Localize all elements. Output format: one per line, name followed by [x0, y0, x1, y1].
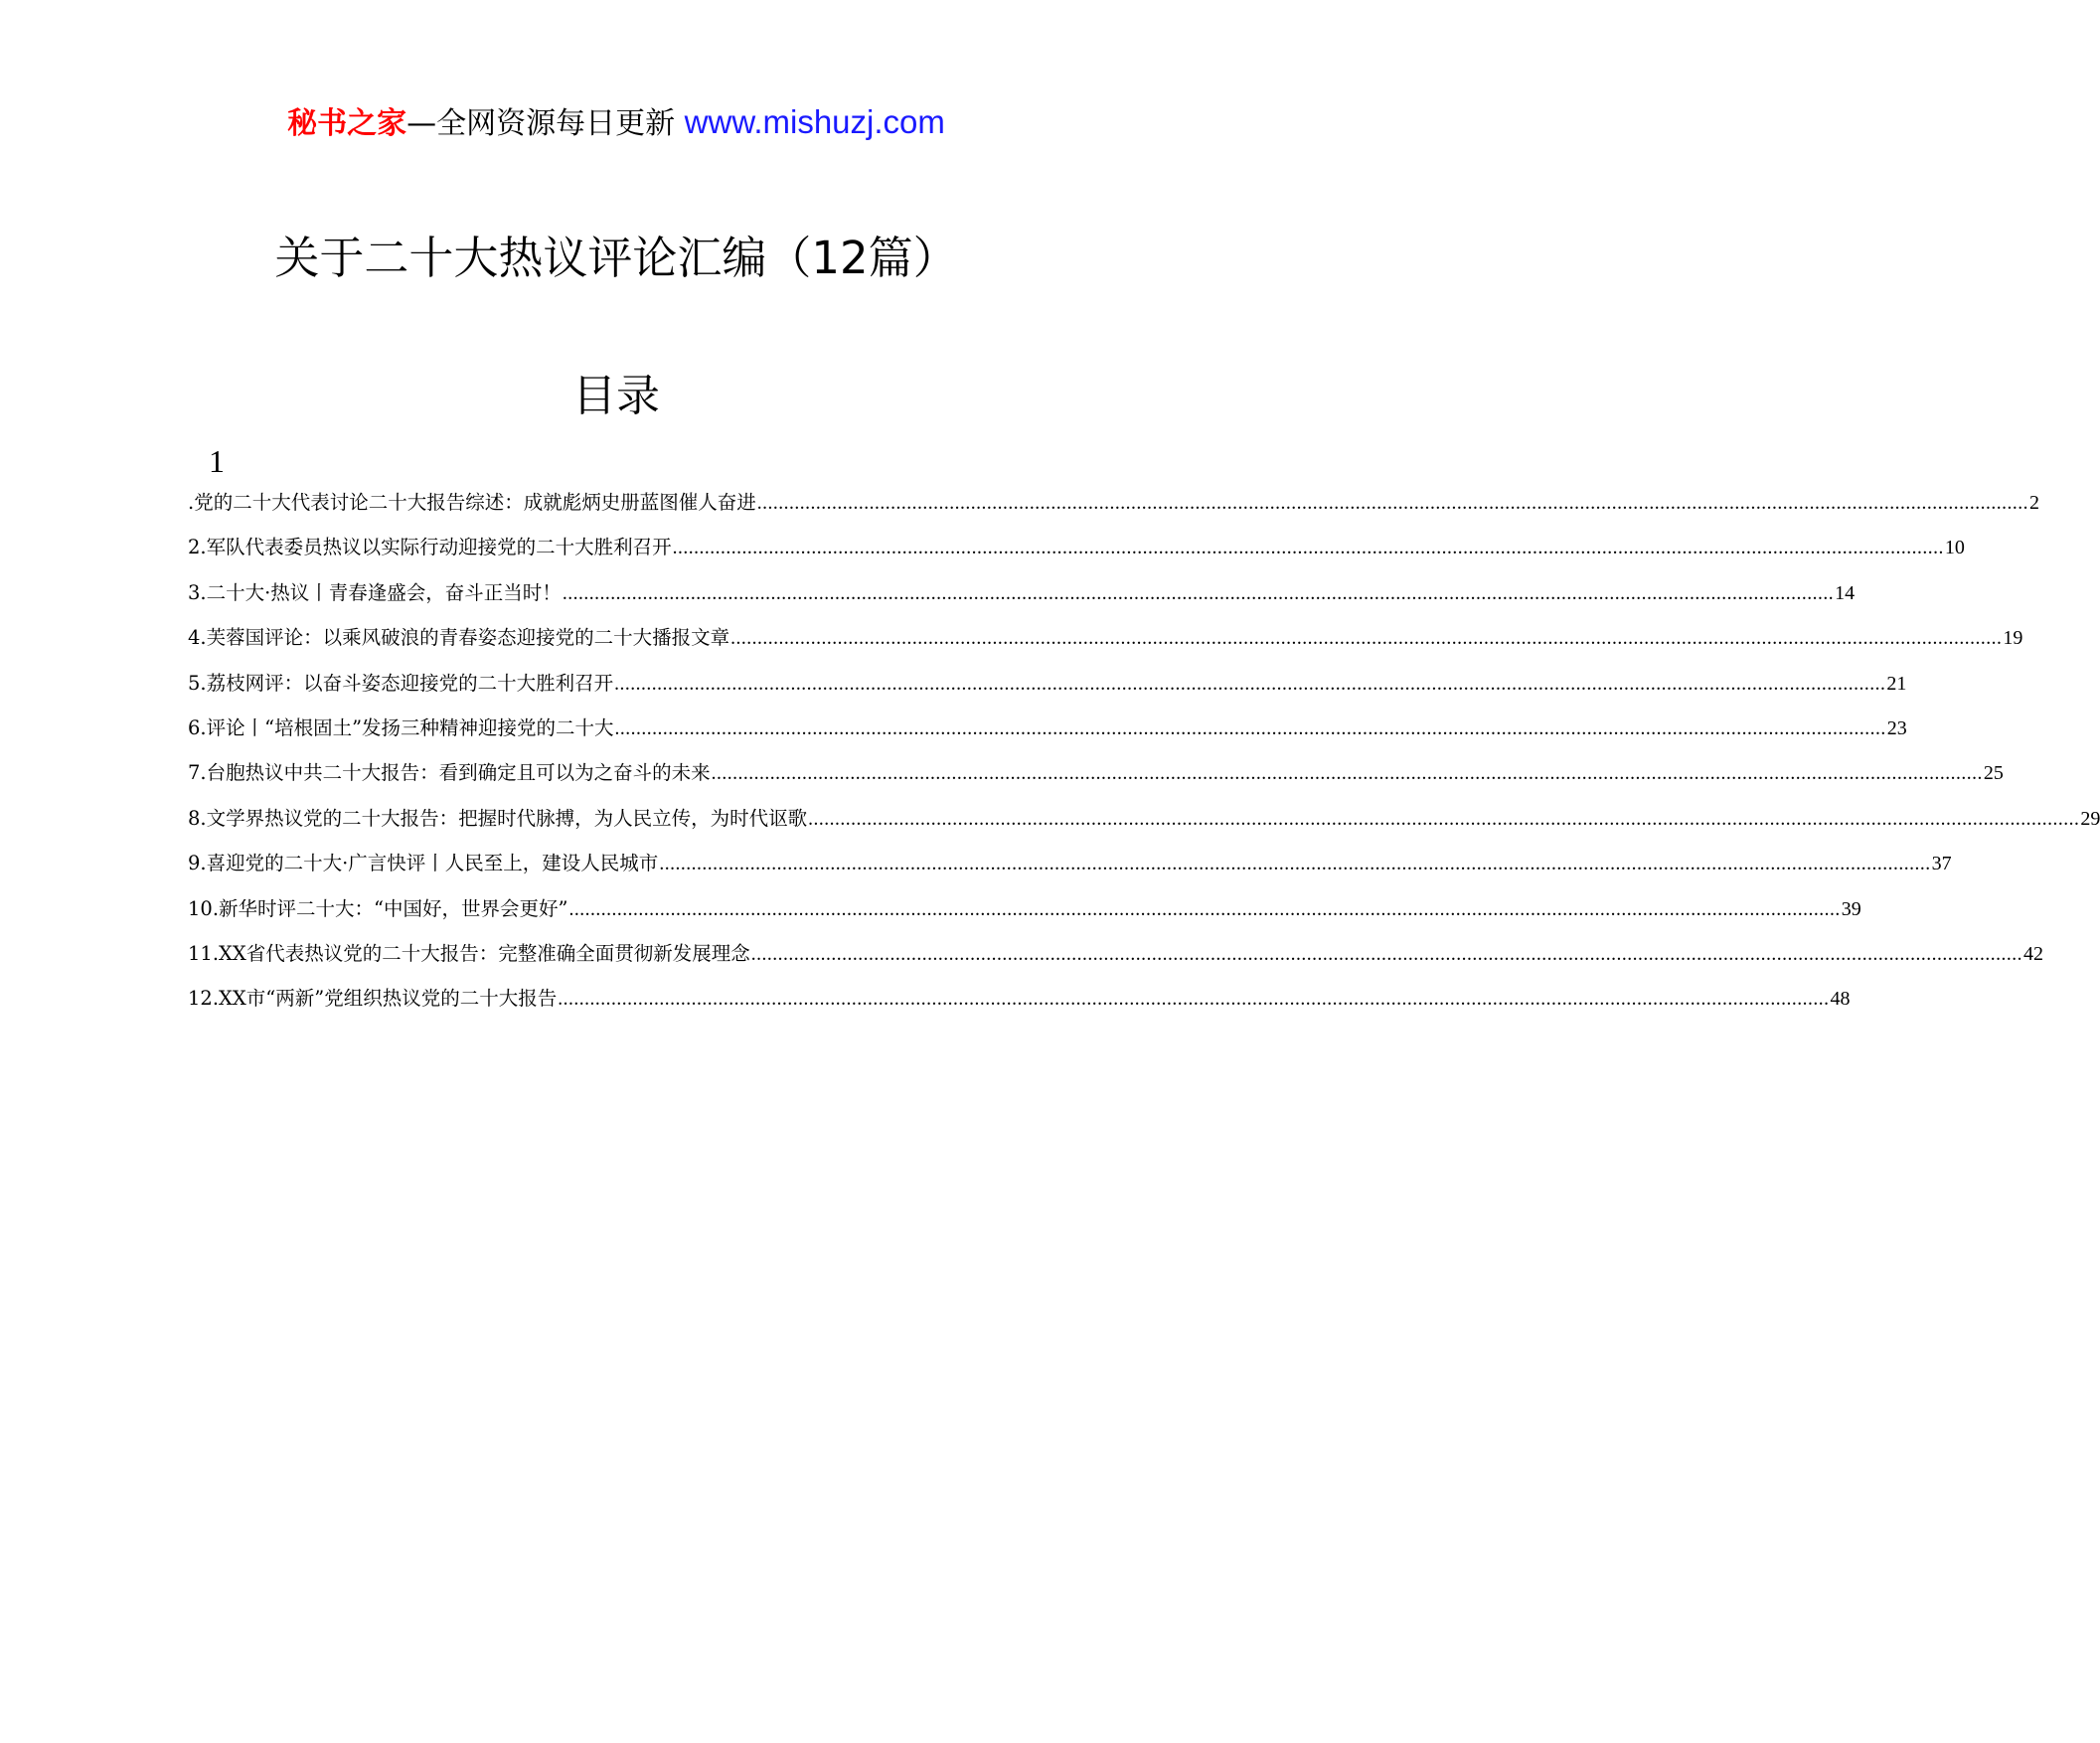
toc-dot-leader	[757, 489, 2028, 519]
toc-dot-leader	[558, 985, 1829, 1015]
toc-dot-leader	[673, 534, 1944, 563]
toc-entry-title: 7.台胞热议中共二十大报告：看到确定且可以为之奋斗的未来	[188, 761, 711, 785]
toc-entry-title: 6.评论丨“培根固土”发扬三种精神迎接党的二十大	[188, 715, 614, 739]
toc-entry-page: 10	[1944, 537, 1965, 559]
toc-entry-page: 14	[1835, 581, 1856, 604]
toc-entry-page: 39	[1841, 897, 1861, 920]
toc-entry-page: 29	[2080, 807, 2100, 830]
toc-entry-page: 19	[2003, 627, 2023, 650]
document-title: 关于二十大热议评论汇编（12篇）	[274, 232, 958, 284]
toc-entry-title: 8.文学界热议党的二十大报告：把握时代脉搏，为人民立传，为时代讴歌	[188, 806, 808, 830]
toc-entry[interactable]	[188, 894, 1861, 939]
site-banner	[0, 97, 1232, 149]
toc-dot-leader	[730, 624, 2002, 654]
toc-entry-page: 25	[1983, 762, 2004, 785]
toc-entry-page: 42	[2023, 942, 2044, 965]
toc-heading: 目录	[572, 371, 660, 421]
toc-entry-title: 4.芙蓉国评论：以乘风破浪的青春姿态迎接党的二十大播报文章	[188, 626, 730, 650]
toc-dot-leader	[615, 714, 1886, 744]
toc-entry[interactable]	[188, 939, 2044, 984]
toc-entry-title: 11.XX省代表热议党的二十大报告：完整准确全面贯彻新发展理念	[188, 941, 750, 965]
site-url-link[interactable]: www.mishuzj.com	[684, 103, 945, 140]
toc-dot-leader	[568, 895, 1840, 925]
toc-entry[interactable]	[188, 849, 1952, 893]
toc-dot-leader	[614, 670, 1885, 700]
toc-entry-page: 21	[1886, 672, 1907, 695]
toc-entry-title: 2.军队代表委员热议以实际行动迎接党的二十大胜利召开	[188, 536, 672, 559]
toc-entry[interactable]	[188, 804, 2100, 849]
toc-entry[interactable]	[188, 758, 2004, 803]
toc-entry-page: 48	[1830, 988, 1851, 1011]
toc-dot-leader	[808, 805, 2079, 835]
toc-entry[interactable]	[188, 669, 1907, 713]
toc-entry[interactable]	[188, 984, 1851, 1029]
toc-entry-title: 5.荔枝网评：以奋斗姿态迎接党的二十大胜利召开	[188, 671, 614, 695]
toc-number: 1	[209, 443, 225, 479]
site-brand: 秘书之家	[287, 106, 407, 141]
toc-entry-title: .党的二十大代表讨论二十大报告综述：成就彪炳史册蓝图催人奋进	[188, 491, 756, 514]
toc-entry[interactable]	[188, 488, 2039, 533]
toc-entry[interactable]	[188, 623, 2023, 668]
site-slogan: —全网资源每日更新	[406, 106, 676, 141]
toc-dot-leader	[563, 579, 1834, 609]
table-of-contents	[188, 488, 2100, 1030]
toc-entry-page: 23	[1886, 716, 1907, 739]
toc-entry-title: 3.二十大·热议丨青春逢盛会，奋斗正当时！	[188, 580, 562, 604]
toc-dot-leader	[751, 940, 2022, 970]
toc-dot-leader	[659, 850, 1930, 879]
toc-entry[interactable]	[188, 578, 1856, 623]
toc-entry[interactable]	[188, 533, 1965, 577]
toc-entry-title: 12.XX市“两新”党组织热议党的二十大报告	[188, 987, 558, 1011]
toc-entry-page: 37	[1931, 853, 1952, 875]
toc-entry[interactable]	[188, 713, 1907, 758]
toc-entry-title: 9.喜迎党的二十大·广言快评丨人民至上，建设人民城市	[188, 852, 659, 875]
toc-dot-leader	[712, 759, 1983, 789]
toc-entry-title: 10.新华时评二十大：“中国好，世界会更好”	[188, 896, 568, 920]
toc-entry-page: 2	[2028, 492, 2039, 514]
